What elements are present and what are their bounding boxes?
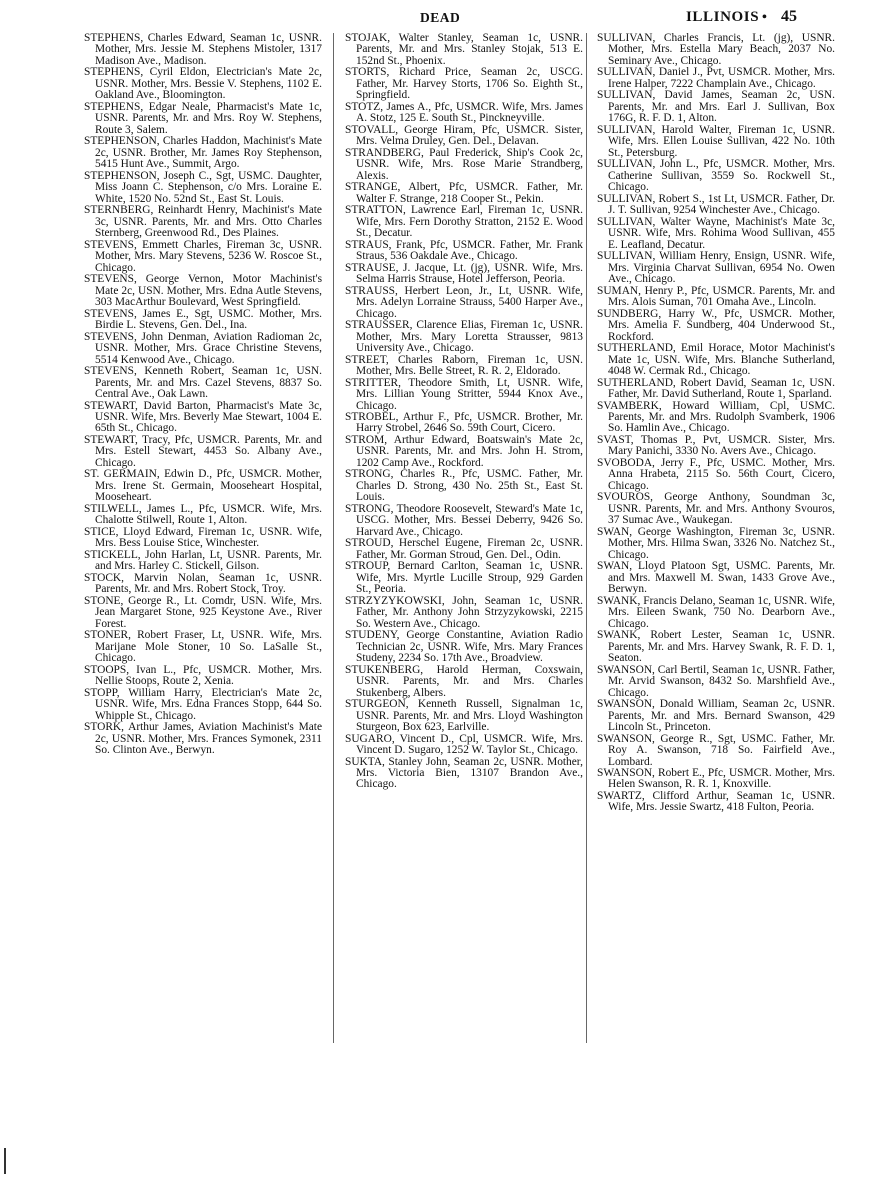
page-number: 45 bbox=[781, 8, 797, 25]
casualty-entry: SULLIVAN, William Henry, Ensign, USNR. Wife, Mrs. Virginia Charvat Sullivan, 6954 No. Owen Ave., Chicago. bbox=[597, 250, 835, 286]
casualty-entry: STROUP, Bernard Carlton, Seaman 1c, USNR. Wife, Mrs. Myrtle Lucille Stroup, 929 Garden St., Peoria. bbox=[345, 560, 583, 596]
casualty-entry: STOOPS, Ivan L., Pfc, USMCR. Mother, Mrs. Nellie Stoops, Route 2, Xenia. bbox=[84, 663, 322, 688]
casualty-entry: SWANK, Robert Lester, Seaman 1c, USNR. Parents, Mr. and Mrs. Harvey Swank, R. F. D. 1, Seaton. bbox=[597, 629, 835, 665]
column-divider-1 bbox=[333, 33, 334, 1043]
casualty-entry: SULLIVAN, Walter Wayne, Machinist's Mate 3c, USNR. Wife, Mrs. Rohima Wood Sullivan, 455 E. Leafland, Decatur. bbox=[597, 215, 835, 251]
casualty-entry: SVOBODA, Jerry F., Pfc, USMC. Mother, Mrs. Anna Hrabeta, 2115 So. 56th Court, Cicero, Chicago. bbox=[597, 456, 835, 492]
casualty-entry: STONER, Robert Fraser, Lt, USNR. Wife, Mrs. Marijane Mole Stoner, 10 So. LaSalle St., Chicago. bbox=[84, 629, 322, 665]
casualty-entry: STEPHENS, Edgar Neale, Pharmacist's Mate 1c, USNR. Parents, Mr. and Mrs. Roy W. Stephens, Route 3, Salem. bbox=[84, 100, 322, 136]
casualty-entry: STROUD, Herschel Eugene, Fireman 2c, USNR. Father, Mr. Gorman Stroud, Gen. Del., Odin. bbox=[345, 537, 583, 561]
casualty-entry: STEVENS, John Denman, Aviation Radioman 2c, USNR. Mother, Mrs. Grace Christine Stevens, 5514 Kenwood Ave., Chicago. bbox=[84, 330, 322, 366]
casualty-entry: STOVALL, George Hiram, Pfc, USMCR. Sister, Mrs. Velma Druley, Gen. Del., Delavan. bbox=[345, 123, 583, 148]
casualty-entry: STRZYZYKOWSKI, John, Seaman 1c, USNR. Father, Mr. Anthony John Strzyzykowski, 2215 So. Western Ave., Chicago. bbox=[345, 594, 583, 630]
casualty-entry: SUNDBERG, Harry W., Pfc, USMCR. Mother, Mrs. Amelia F. Sundberg, 404 Underwood St., Rockford. bbox=[597, 307, 835, 343]
casualty-entry: STEWART, Tracy, Pfc, USMCR. Parents, Mr. and Mrs. Estell Stewart, 4453 So. Albany Ave., Chicago. bbox=[84, 433, 322, 469]
casualty-entry: STREET, Charles Raborn, Fireman 1c, USN. Mother, Mrs. Belle Street, R. R. 2, Eldorado. bbox=[345, 353, 583, 378]
casualty-entry: STORTS, Richard Price, Seaman 2c, USCG. Father, Mr. Harvey Storts, 1706 So. Eighth St., Springfield. bbox=[345, 66, 583, 102]
casualty-entry: STILWELL, James L., Pfc, USMCR. Wife, Mrs. Chalotte Stilwell, Route 1, Alton. bbox=[84, 502, 322, 527]
casualty-entry: STRITTER, Theodore Smith, Lt, USNR. Wife, Mrs. Lillian Young Stritter, 5944 Knox Ave., Chicago. bbox=[345, 376, 583, 412]
casualty-entry: STERNBERG, Reinhardt Henry, Machinist's Mate 3c, USNR. Parents, Mr. and Mrs. Otto Charles Sternberg, Greenwood Rd., Des Plaines. bbox=[84, 204, 322, 240]
casualty-entry: STEWART, David Barton, Pharmacist's Mate 3c, USNR. Wife, Mrs. Beverly Mae Stewart, 1004 E. 65th St., Chicago. bbox=[84, 399, 322, 435]
casualty-entry: SULLIVAN, Charles Francis, Lt. (jg), USNR. Mother, Mrs. Estella Mary Beach, 2037 No. Seminary Ave., Chicago. bbox=[597, 32, 835, 67]
casualty-entry: STEVENS, Emmett Charles, Fireman 3c, USNR. Mother, Mrs. Mary Stevens, 5236 W. Roscoe St., Chicago. bbox=[84, 238, 322, 274]
casualty-entry: SULLIVAN, David James, Seaman 2c, USN. Parents, Mr. and Mrs. Earl J. Sullivan, Box 176G, R. F. D. 1, Alton. bbox=[597, 89, 835, 125]
casualty-entry: SULLIVAN, John L., Pfc, USMCR. Mother, Mrs. Catherine Sullivan, 3559 So. Rockwell St., Chicago. bbox=[597, 158, 835, 194]
casualty-entry: STRANGE, Albert, Pfc, USMCR. Father, Mr. Walter F. Strange, 218 Cooper St., Pekin. bbox=[345, 181, 583, 205]
casualty-entry: STRATTON, Lawrence Earl, Fireman 1c, USNR. Wife, Mrs. Fern Dorothy Stratton, 2152 E. Wood St., Decatur. bbox=[345, 204, 583, 240]
casualty-entry: SUGARO, Vincent D., Cpl, USMCR. Wife, Mrs. Vincent D. Sugaro, 1252 W. Taylor St., Chicago. bbox=[345, 732, 583, 757]
state-name: ILLINOIS bbox=[686, 9, 760, 25]
column-3 bbox=[597, 33, 835, 814]
casualty-entry: SUTHERLAND, Emil Horace, Motor Machinist's Mate 1c, USN. Wife, Mrs. Blanche Sutherland, 4048 W. Cermak Rd., Chicago. bbox=[597, 342, 835, 378]
casualty-entry: STEPHENSON, Charles Haddon, Machinist's Mate 2c, USNR. Brother, Mr. James Roy Stephenson, 5415 Hunt Ave., Summit, Argo. bbox=[84, 135, 322, 171]
casualty-entry: SULLIVAN, Robert S., 1st Lt, USMCR. Father, Dr. J. T. Sullivan, 9254 Winchester Ave., Chicago. bbox=[597, 192, 835, 217]
casualty-entry: SWANSON, Donald William, Seaman 2c, USNR. Parents, Mr. and Mrs. Bernard Swanson, 429 Lincoln St., Princeton. bbox=[597, 698, 835, 734]
column-divider-2 bbox=[586, 33, 587, 1043]
casualty-entry: STOTZ, James A., Pfc, USMCR. Wife, Mrs. James A. Stotz, 125 E. South St., Pinckneyville. bbox=[345, 100, 583, 125]
bullet-separator: • bbox=[762, 10, 767, 25]
casualty-entry: STOPP, William Harry, Electrician's Mate 2c, USNR. Wife, Mrs. Edna Frances Stopp, 644 So. Whipple St., Chicago. bbox=[84, 686, 322, 722]
casualty-entry: STRAUS, Frank, Pfc, USMCR. Father, Mr. Frank Straus, 536 Oakdale Ave., Chicago. bbox=[345, 238, 583, 263]
casualty-entry: STOCK, Marvin Nolan, Seaman 1c, USNR. Parents, Mr. and Mrs. Robert Stock, Troy. bbox=[84, 571, 322, 596]
casualty-entry: STEVENS, James E., Sgt, USMC. Mother, Mrs. Birdie L. Stevens, Gen. Del., Ina. bbox=[84, 307, 322, 332]
casualty-entry: SWANK, Francis Delano, Seaman 1c, USNR. Wife, Mrs. Eileen Swank, 750 No. Dearborn Ave., Chicago. bbox=[597, 594, 835, 630]
casualty-entry: STEVENS, Kenneth Robert, Seaman 1c, USN. Parents, Mr. and Mrs. Cazel Stevens, 8837 So. Central Ave., Oak Lawn. bbox=[84, 365, 322, 401]
casualty-entry: STONE, George R., Lt. Comdr, USN. Wife, Mrs. Jean Margaret Stone, 925 Keystone Ave., River Forest. bbox=[84, 594, 322, 630]
casualty-entry: STICE, Lloyd Edward, Fireman 1c, USNR. Wife, Mrs. Bess Louise Stice, Winchester. bbox=[84, 525, 322, 550]
column-2 bbox=[345, 33, 583, 791]
scan-edge-mark bbox=[4, 1148, 6, 1174]
casualty-entry: STEPHENS, Charles Edward, Seaman 1c, USNR. Mother, Mrs. Jessie M. Stephens Mistoler, 1317 Madison Ave., Madison. bbox=[84, 32, 322, 67]
casualty-entry: SWANSON, Carl Bertil, Seaman 1c, USNR. Father, Mr. Arvid Swanson, 8432 So. Marshfield Ave., Chicago. bbox=[597, 663, 835, 699]
casualty-entry: SWANSON, Robert E., Pfc, USMCR. Mother, Mrs. Helen Swanson, R. R. 1, Knoxville. bbox=[597, 767, 835, 791]
casualty-entry: SUKTA, Stanley John, Seaman 2c, USNR. Mother, Mrs. Victoria Bien, 13107 Brandon Ave., Chicago. bbox=[345, 755, 583, 791]
casualty-entry: SUMAN, Henry P., Pfc, USMCR. Parents, Mr. and Mrs. Alois Suman, 701 Omaha Ave., Lincoln. bbox=[597, 284, 835, 309]
casualty-entry: STEPHENS, Cyril Eldon, Electrician's Mate 2c, USNR. Mother, Mrs. Bessie V. Stephens, 1102 E. Oakland Ave., Bloomington. bbox=[84, 66, 322, 102]
casualty-entry: STUDENY, George Constantine, Aviation Radio Technician 2c, USNR. Wife, Mrs. Mary Frances Studeny, 2234 So. 17th Ave., Broadview. bbox=[345, 629, 583, 665]
casualty-entry: STRONG, Charles R., Pfc, USMC. Father, Mr. Charles D. Strong, 430 No. 25th St., East St. Louis. bbox=[345, 468, 583, 504]
casualty-entry: SWAN, Lloyd Platoon Sgt, USMC. Parents, Mr. and Mrs. Maxwell M. Swan, 1433 Grove Ave., Berwyn. bbox=[597, 560, 835, 596]
casualty-entry: SWAN, George Washington, Fireman 3c, USNR. Mother, Mrs. Hilma Swan, 3326 No. Natchez St., Chicago. bbox=[597, 525, 835, 561]
casualty-entry: SWARTZ, Clifford Arthur, Seaman 1c, USNR. Wife, Mrs. Jessie Swartz, 418 Fulton, Peoria. bbox=[597, 789, 835, 814]
casualty-entry: STOJAK, Walter Stanley, Seaman 1c, USNR. Parents, Mr. and Mrs. Stanley Stojak, 513 E. 152nd St., Phoenix. bbox=[345, 32, 583, 67]
casualty-entry: SWANSON, George R., Sgt, USMC. Father, Mr. Roy A. Swanson, 718 So. Fairfield Ave., Lombard. bbox=[597, 732, 835, 768]
casualty-entry: SVOUROS, George Anthony, Soundman 3c, USNR. Parents, Mr. and Mrs. Anthony Svouros, 37 Sumac Ave., Waukegan. bbox=[597, 491, 835, 527]
casualty-entry: SULLIVAN, Daniel J., Pvt, USMCR. Mother, Mrs. Irene Halper, 7222 Champlain Ave., Chicago. bbox=[597, 66, 835, 90]
casualty-entry: STROBEL, Arthur F., Pfc, USMCR. Brother, Mr. Harry Strobel, 2646 So. 59th Court, Cicero. bbox=[345, 410, 583, 435]
casualty-entry: SULLIVAN, Harold Walter, Fireman 1c, USNR. Wife, Mrs. Ellen Louise Sullivan, 422 No. 10th St., Petersburg. bbox=[597, 123, 835, 159]
column-1 bbox=[84, 33, 322, 757]
casualty-entry: STORK, Arthur James, Aviation Machinist's Mate 2c, USNR. Mother, Mrs. Frances Symonek, 2311 So. Clinton Ave., Berwyn. bbox=[84, 721, 322, 757]
casualty-entry: STRANDBERG, Paul Frederick, Ship's Cook 2c, USNR. Wife, Mrs. Rose Marie Strandberg, Alexis. bbox=[345, 146, 583, 182]
casualty-entry: SUTHERLAND, Robert David, Seaman 1c, USN. Father, Mr. David Sutherland, Route 1, Sparland. bbox=[597, 376, 835, 401]
casualty-entry: SVAMBERK, Howard William, Cpl, USMC. Parents, Mr. and Mrs. Rudolph Svamberk, 1906 So. Hamlin Ave., Chicago. bbox=[597, 399, 835, 435]
casualty-entry: STUKENBERG, Harold Herman, Coxswain, USNR. Parents, Mr. and Mrs. Charles Stukenberg, Albers. bbox=[345, 663, 583, 699]
casualty-entry: STEVENS, George Vernon, Motor Machinist's Mate 2c, USN. Mother, Mrs. Edna Autle Stevens, 303 MacArthur Boulevard, West Springfield. bbox=[84, 273, 322, 309]
casualty-entry: STRAUSS, Herbert Leon, Jr., Lt, USNR. Wife, Mrs. Adelyn Lorraine Strauss, 5400 Harper Ave., Chicago. bbox=[345, 284, 583, 320]
casualty-entry: SVAST, Thomas P., Pvt, USMCR. Sister, Mrs. Mary Panichi, 3330 No. Avers Ave., Chicago. bbox=[597, 433, 835, 458]
casualty-entry: STROM, Arthur Edward, Boatswain's Mate 2c, USNR. Parents, Mr. and Mrs. John H. Strom, 1202 Camp Ave., Rockford. bbox=[345, 433, 583, 469]
casualty-entry: STICKELL, John Harlan, Lt, USNR. Parents, Mr. and Mrs. Harley C. Stickell, Gilson. bbox=[84, 548, 322, 573]
page-header bbox=[0, 8, 889, 32]
casualty-entry: STURGEON, Kenneth Russell, Signalman 1c, USNR. Parents, Mr. and Mrs. Lloyd Washington Sturgeon, Box 623, Earlville. bbox=[345, 698, 583, 734]
casualty-entry: STEPHENSON, Joseph C., Sgt, USMC. Daughter, Miss Joann C. Stephenson, c/o Mrs. Loraine E. White, 1520 No. 52nd St., East St. Louis. bbox=[84, 169, 322, 205]
casualty-entry: STRONG, Theodore Roosevelt, Steward's Mate 1c, USCG. Mother, Mrs. Bessei Deberry, 9426 So. Harvard Ave., Chicago. bbox=[345, 502, 583, 538]
page-title: DEAD bbox=[420, 10, 461, 25]
casualty-entry: STRAUSE, J. Jacque, Lt. (jg), USNR. Wife, Mrs. Selma Harris Strause, Hotel Jefferson, Peoria. bbox=[345, 261, 583, 286]
casualty-entry: ST. GERMAIN, Edwin D., Pfc, USMCR. Mother, Mrs. Irene St. Germain, Mooseheart Hospital, Mooseheart. bbox=[84, 468, 322, 504]
casualty-entry: STRAUSSER, Clarence Elias, Fireman 1c, USNR. Mother, Mrs. Mary Loretta Strausser, 9813 University Ave., Chicago. bbox=[345, 319, 583, 355]
